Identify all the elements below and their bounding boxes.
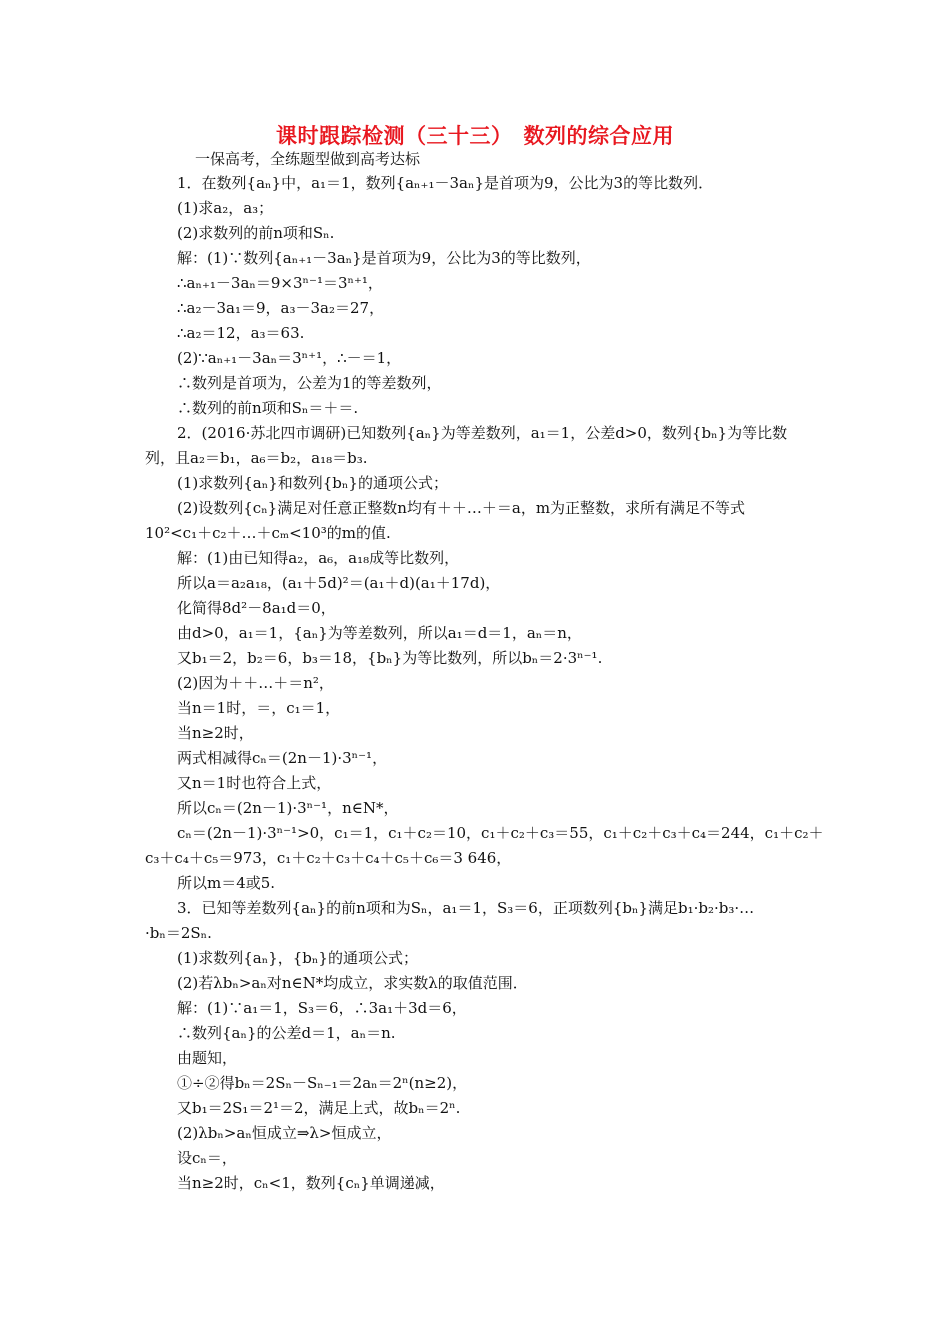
page-title: 课时跟踪检测（三十三） 数列的综合应用 <box>276 124 674 148</box>
text-line: 解：(1)∵a₁＝1，S₃＝6，∴3a₁＋3d＝6， <box>177 999 467 1017</box>
text-line: 所以m＝4或5. <box>177 874 276 892</box>
text-line: 设cₙ＝， <box>177 1149 237 1167</box>
text-line: (2)∵aₙ₊₁－3aₙ＝3ⁿ⁺¹，∴－＝1， <box>177 349 402 367</box>
text-line: c₃＋c₄＋c₅＝973，c₁＋c₂＋c₃＋c₄＋c₅＋c₆＝3 646， <box>145 849 512 867</box>
text-line: (1)求数列{aₙ}，{bₙ}的通项公式； <box>177 949 418 967</box>
text-line: ∴a₂－3a₁＝9，a₃－3a₂＝27， <box>177 299 385 317</box>
text-line: ∴数列是首项为，公差为1的等差数列， <box>177 374 442 392</box>
text-line: (2)设数列{cₙ}满足对任意正整数n均有＋＋…＋＝a，m为正整数，求所有满足不等式 <box>177 499 746 517</box>
text-line: 化简得8d²－8a₁d＝0， <box>177 599 336 617</box>
text-line: 当n＝1时，＝，c₁＝1， <box>177 699 341 717</box>
text-line: 2．(2016·苏北四市调研)已知数列{aₙ}为等差数列，a₁＝1，公差d>0，数列{bₙ}为等比数 <box>177 424 788 442</box>
text-line: ∴a₂＝12，a₃＝63. <box>177 324 305 342</box>
text-line: ①÷②得bₙ＝2Sₙ－Sₙ₋₁＝2aₙ＝2ⁿ(n≥2)， <box>177 1074 468 1092</box>
text-line: 10²<c₁＋c₂＋…＋cₘ<10³的m的值. <box>145 524 391 542</box>
text-line: ∴数列的前n项和Sₙ＝＋＝. <box>177 399 359 417</box>
text-line: (2)因为＋＋…＋＝n²， <box>177 674 334 692</box>
text-line: ∴aₙ₊₁－3aₙ＝9×3ⁿ⁻¹＝3ⁿ⁺¹， <box>177 274 383 292</box>
text-line: 1．在数列{aₙ}中，a₁＝1，数列{aₙ₊₁－3aₙ}是首项为9，公比为3的等比数列． <box>177 174 714 192</box>
text-line: ∴数列{aₙ}的公差d＝1，aₙ＝n. <box>177 1024 396 1042</box>
text-line: 列，且a₂＝b₁，a₆＝b₂，a₁₈＝b₃. <box>145 449 368 467</box>
text-line: ·bₙ＝2Sₙ. <box>145 924 212 942</box>
text-line: (2)求数列的前n项和Sₙ. <box>177 224 335 242</box>
text-line: (2)若λbₙ>aₙ对n∈N*均成立，求实数λ的取值范围． <box>177 974 528 992</box>
text-line: 又n＝1时也符合上式， <box>177 774 332 792</box>
text-line: 当n≥2时， <box>177 724 254 742</box>
text-line-section-header: 一保高考，全练题型做到高考达标 <box>195 150 421 168</box>
text-line: 又b₁＝2，b₂＝6，b₃＝18，{bₙ}为等比数列，所以bₙ＝2·3ⁿ⁻¹. <box>177 649 603 667</box>
text-line: 解：(1)∵数列{aₙ₊₁－3aₙ}是首项为9，公比为3的等比数列， <box>177 249 591 267</box>
text-line: 两式相减得cₙ＝(2n－1)·3ⁿ⁻¹， <box>177 749 388 767</box>
text-line: 3．已知等差数列{aₙ}的前n项和为Sₙ，a₁＝1，S₃＝6，正项数列{bₙ}满足b₁·b₂·b₃·… <box>177 899 755 917</box>
text-line: 解：(1)由已知得a₂，a₆，a₁₈成等比数列， <box>177 549 460 567</box>
text-line: 所以cₙ＝(2n－1)·3ⁿ⁻¹，n∈N*， <box>177 799 399 817</box>
text-line: 又b₁＝2S₁＝2¹＝2，满足上式，故bₙ＝2ⁿ. <box>177 1099 461 1117</box>
text-line: 由d>0，a₁＝1，{aₙ}为等差数列，所以a₁＝d＝1，aₙ＝n， <box>177 624 582 642</box>
text-line: (1)求a₂，a₃； <box>177 199 274 217</box>
text-line: 由题知， <box>177 1049 238 1067</box>
text-line: cₙ＝(2n－1)·3ⁿ⁻¹>0，c₁＝1，c₁＋c₂＝10，c₁＋c₂＋c₃＝55，c₁＋c₂＋c₃＋c₄＝244，c₁＋c₂＋ <box>177 824 824 842</box>
text-line: 当n≥2时，cₙ<1，数列{cₙ}单调递减， <box>177 1174 445 1192</box>
text-line: (2)λbₙ>aₙ恒成立⇒λ>恒成立， <box>177 1124 392 1142</box>
text-line: 所以a＝a₂a₁₈，(a₁＋5d)²＝(a₁＋d)(a₁＋17d)， <box>177 574 501 592</box>
text-line: (1)求数列{aₙ}和数列{bₙ}的通项公式； <box>177 474 448 492</box>
